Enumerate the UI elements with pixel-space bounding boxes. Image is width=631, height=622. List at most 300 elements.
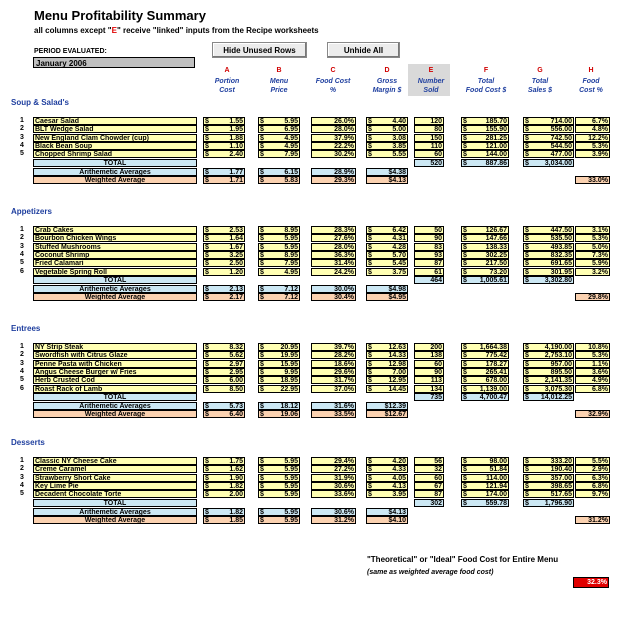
currency-symbol: $	[260, 151, 264, 159]
number-sold-input[interactable]: 113	[414, 376, 444, 384]
portion-cost[interactable]	[203, 465, 245, 473]
number-sold-input[interactable]: 83	[414, 243, 444, 251]
total-sales-value: 832.35	[550, 251, 572, 259]
portion-cost[interactable]	[203, 268, 245, 276]
portion-cost-value: 1.95	[229, 126, 243, 134]
gross-margin-value: 4.05	[392, 474, 406, 482]
total-number-sold: 735	[414, 393, 444, 401]
weighted-gross-margin: $4.95	[366, 293, 408, 301]
currency-symbol: $	[205, 294, 209, 302]
menu-price-value: 5.95	[284, 474, 298, 482]
menu-item-name[interactable]: Strawberry Short Cake	[33, 474, 197, 482]
total-food-cost-value: 1,664.38	[479, 344, 507, 351]
portion-cost[interactable]	[203, 490, 245, 498]
food-cost-contribution: 6.8%	[575, 482, 610, 490]
subtitle-part: " receive "linked" inputs from the Recipe worksheets	[116, 26, 319, 35]
menu-item-name[interactable]: Penne Pasta with Chicken	[33, 360, 197, 368]
gross-margin-value: 12.98	[388, 360, 406, 368]
currency-symbol: $	[368, 227, 372, 234]
total-sales-value: 301.95	[550, 268, 572, 276]
number-sold-input[interactable]: 93	[414, 251, 444, 259]
currency-symbol: $	[463, 134, 467, 142]
arithmetic-averages-label: Arithemetic Averages	[33, 402, 197, 410]
weighted-portion-cost	[203, 516, 245, 524]
column-header-f	[460, 77, 512, 95]
column-letter-b: B	[276, 67, 282, 74]
avg-portion-cost-value: 2.13	[229, 286, 243, 294]
column-header-e	[405, 77, 457, 95]
gross-margin	[366, 351, 408, 359]
currency-symbol: $	[368, 474, 372, 482]
total-food-cost-value: 302.25	[485, 251, 507, 259]
number-sold-input[interactable]: 61	[414, 268, 444, 276]
menu-item-name[interactable]: Vegetable Spring Roll	[33, 268, 197, 276]
portion-cost[interactable]	[203, 251, 245, 259]
gross-margin-value: 14.33	[388, 352, 406, 360]
weighted-menu-price-value: 5.83	[284, 177, 298, 185]
portion-cost-value: 2.40	[229, 151, 243, 159]
portion-cost[interactable]	[203, 234, 245, 242]
arithmetic-averages-label: Arithemetic Averages	[33, 508, 197, 516]
total-sales-value: 493.85	[550, 243, 572, 251]
total-food-cost-value: 126.67	[485, 227, 507, 234]
currency-symbol: $	[525, 268, 529, 276]
total-sales-sum-value: 14,012.25	[540, 393, 572, 401]
menu-item-name[interactable]: Bourbon Chicken Wings	[33, 234, 197, 242]
gross-margin	[366, 226, 408, 234]
portion-cost[interactable]	[203, 376, 245, 384]
menu-price[interactable]	[258, 490, 300, 498]
food-cost-pct: 28.0%	[311, 125, 356, 133]
menu-price[interactable]	[258, 234, 300, 242]
currency-symbol: $	[260, 491, 264, 499]
total-sales	[523, 385, 574, 393]
portion-cost[interactable]	[203, 385, 245, 393]
total-sales-sum	[523, 393, 574, 401]
total-sales	[523, 125, 574, 133]
portion-cost[interactable]	[203, 368, 245, 376]
column-header-line: Food	[582, 78, 600, 85]
currency-symbol: $	[525, 142, 529, 150]
unhide-all-button[interactable]: Unhide All	[327, 42, 400, 58]
menu-item-name[interactable]: Black Bean Soup	[33, 142, 197, 150]
food-cost-contribution: 1.1%	[575, 360, 610, 368]
number-sold-input[interactable]: 60	[414, 474, 444, 482]
food-cost-contribution: 7.3%	[575, 251, 610, 259]
menu-item-name[interactable]: Decadent Chocolate Torte	[33, 490, 197, 498]
period-label: PERIOD EVALUATED:	[34, 48, 107, 55]
weighted-portion-cost-value: 1.85	[229, 517, 243, 525]
food-cost-pct: 27.2%	[311, 465, 356, 473]
column-header-line: Total	[531, 78, 549, 85]
menu-price[interactable]	[258, 368, 300, 376]
gross-margin	[366, 376, 408, 384]
currency-symbol: $	[463, 227, 467, 234]
portion-cost[interactable]	[203, 226, 245, 234]
number-sold-input[interactable]: 90	[414, 234, 444, 242]
number-sold-input[interactable]: 60	[414, 150, 444, 158]
row-number: 3	[20, 359, 24, 367]
menu-item-name[interactable]: Creme Caramel	[33, 465, 197, 473]
total-sales	[523, 226, 574, 234]
food-cost-pct: 22.2%	[311, 142, 356, 150]
total-food-cost	[461, 490, 509, 498]
portion-cost[interactable]	[203, 457, 245, 465]
portion-cost[interactable]	[203, 134, 245, 142]
total-sales-sum	[523, 276, 574, 284]
menu-price-value: 5.95	[284, 491, 298, 499]
total-number-sold: 520	[414, 159, 444, 167]
currency-symbol: $	[368, 134, 372, 142]
avg-food-cost-pct: 28.9%	[311, 168, 356, 176]
menu-price-value: 19.95	[280, 352, 298, 360]
number-sold-input[interactable]: 60	[414, 360, 444, 368]
currency-symbol: $	[205, 352, 209, 360]
total-food-cost	[461, 351, 509, 359]
currency-symbol: $	[260, 352, 264, 360]
number-sold-input[interactable]: 150	[414, 134, 444, 142]
total-food-cost-value: 51.84	[489, 466, 507, 474]
menu-price-value: 20.95	[280, 344, 298, 351]
total-label: TOTAL	[33, 499, 197, 507]
food-cost-contribution: 5.3%	[575, 142, 610, 150]
currency-symbol: $	[463, 243, 467, 251]
currency-symbol: $	[368, 235, 372, 243]
food-cost-pct: 31.7%	[311, 376, 356, 384]
currency-symbol: $	[463, 491, 467, 499]
weighted-portion-cost	[203, 410, 245, 418]
portion-cost[interactable]	[203, 142, 245, 150]
menu-price[interactable]	[258, 134, 300, 142]
total-sales-value: 535.50	[550, 235, 572, 243]
menu-item-name[interactable]: Caesar Salad	[33, 117, 197, 125]
currency-symbol: $	[260, 260, 264, 268]
menu-price[interactable]	[258, 259, 300, 267]
total-label: TOTAL	[33, 276, 197, 284]
currency-symbol: $	[205, 235, 209, 243]
weighted-menu-price	[258, 516, 300, 524]
row-number: 1	[20, 343, 24, 350]
avg-portion-cost	[203, 508, 245, 516]
total-sales-value: 895.50	[550, 368, 572, 376]
currency-symbol: $	[463, 276, 467, 284]
menu-item-name[interactable]: Swordfish with Citrus Glaze	[33, 351, 197, 359]
column-header-line: %	[329, 87, 337, 94]
hide-unused-rows-button[interactable]: Hide Unused Rows	[212, 42, 307, 58]
menu-price[interactable]	[258, 226, 300, 234]
number-sold-input[interactable]: 87	[414, 259, 444, 267]
menu-price[interactable]	[258, 376, 300, 384]
gross-margin	[366, 251, 408, 259]
row-number: 5	[20, 490, 24, 498]
total-sales-sum-value: 3,302.80	[544, 276, 572, 284]
weighted-gross-margin: $4.13	[366, 176, 408, 184]
currency-symbol: $	[205, 177, 209, 185]
gross-margin	[366, 490, 408, 498]
total-label: TOTAL	[33, 159, 197, 167]
column-header-c	[307, 77, 359, 95]
column-letter-c: C	[330, 67, 336, 74]
currency-symbol: $	[463, 474, 467, 482]
total-food-cost	[461, 376, 509, 384]
menu-price[interactable]	[258, 360, 300, 368]
total-number-sold: 302	[414, 499, 444, 507]
menu-price[interactable]	[258, 142, 300, 150]
portion-cost[interactable]	[203, 360, 245, 368]
weighted-average-label: Weighted Average	[33, 293, 197, 301]
gross-margin-value: 3.85	[392, 142, 406, 150]
currency-symbol: $	[368, 458, 372, 465]
menu-item-name[interactable]: Classic NY Cheese Cake	[33, 457, 197, 465]
portion-cost[interactable]	[203, 259, 245, 267]
gross-margin	[366, 457, 408, 465]
column-header-line: Margin $	[372, 87, 402, 94]
food-cost-pct: 28.3%	[311, 226, 356, 234]
currency-symbol: $	[205, 260, 209, 268]
gross-margin-value: 4.28	[392, 243, 406, 251]
subtitle-highlight: E	[111, 26, 117, 35]
page-subtitle	[34, 26, 319, 35]
total-sales-value: 517.65	[550, 491, 572, 499]
column-header-h	[565, 77, 617, 95]
avg-gross-margin: $4.13	[366, 508, 408, 516]
menu-price[interactable]	[258, 268, 300, 276]
total-sales-value: 556.00	[550, 126, 572, 134]
column-letter-g: G	[537, 67, 543, 74]
number-sold-input[interactable]: 80	[414, 125, 444, 133]
menu-price[interactable]	[258, 343, 300, 351]
currency-symbol: $	[525, 118, 529, 125]
menu-price[interactable]	[258, 125, 300, 133]
currency-symbol: $	[260, 168, 264, 176]
food-cost-pct: 29.4%	[311, 457, 356, 465]
column-header-line: Food Cost	[315, 78, 351, 85]
number-sold-input[interactable]: 50	[414, 226, 444, 234]
number-sold-input[interactable]: 56	[414, 457, 444, 465]
avg-menu-price-value: 18.12	[280, 403, 298, 411]
food-cost-contribution: 6.7%	[575, 117, 610, 125]
menu-item-name[interactable]: BLT Wedge Salad	[33, 125, 197, 133]
portion-cost-value: 1.10	[229, 142, 243, 150]
avg-menu-price	[258, 168, 300, 176]
food-cost-pct: 31.9%	[311, 474, 356, 482]
currency-symbol: $	[368, 377, 372, 385]
currency-symbol: $	[463, 458, 467, 465]
section-title: Appetizers	[11, 207, 52, 216]
subtitle-part: all columns except "	[34, 26, 112, 35]
weighted-menu-price	[258, 176, 300, 184]
currency-symbol: $	[525, 126, 529, 134]
currency-symbol: $	[260, 251, 264, 259]
number-sold-input[interactable]: 67	[414, 482, 444, 490]
gross-margin	[366, 482, 408, 490]
currency-symbol: $	[525, 377, 529, 385]
gross-margin	[366, 234, 408, 242]
total-sales	[523, 259, 574, 267]
currency-symbol: $	[260, 360, 264, 368]
total-food-cost-value: 144.00	[485, 151, 507, 159]
menu-price[interactable]	[258, 482, 300, 490]
number-sold-input[interactable]: 120	[414, 117, 444, 125]
total-food-cost-value: 121.94	[485, 482, 507, 490]
portion-cost[interactable]	[203, 125, 245, 133]
portion-cost[interactable]	[203, 117, 245, 125]
page-title: Menu Profitability Summary	[34, 8, 206, 23]
menu-item-name[interactable]: Chopped Shrimp Salad	[33, 150, 197, 158]
portion-cost-value: 2.00	[229, 491, 243, 499]
avg-gross-margin: $4.98	[366, 285, 408, 293]
total-food-cost-value: 121.00	[485, 142, 507, 150]
food-cost-contribution: 3.6%	[575, 368, 610, 376]
row-number: 5	[20, 259, 24, 267]
column-letter-a: A	[224, 67, 230, 74]
currency-symbol: $	[205, 385, 209, 393]
gross-margin-value: 6.42	[392, 227, 406, 234]
number-sold-input[interactable]: 90	[414, 368, 444, 376]
total-food-cost-value: 265.41	[485, 368, 507, 376]
gross-margin-value: 4.40	[392, 118, 406, 125]
menu-item-name[interactable]: Angus Cheese Burger w/ Fries	[33, 368, 197, 376]
total-sales	[523, 150, 574, 158]
menu-price[interactable]	[258, 243, 300, 251]
column-header-line: Number	[417, 78, 445, 85]
currency-symbol: $	[205, 458, 209, 465]
menu-price[interactable]	[258, 457, 300, 465]
total-food-cost-value: 178.27	[485, 360, 507, 368]
portion-cost-value: 1.82	[229, 482, 243, 490]
portion-cost[interactable]	[203, 343, 245, 351]
currency-symbol: $	[525, 352, 529, 360]
currency-symbol: $	[368, 268, 372, 276]
food-cost-pct: 31.4%	[311, 259, 356, 267]
currency-symbol: $	[463, 482, 467, 490]
menu-item-name[interactable]: NY Strip Steak	[33, 343, 197, 351]
portion-cost-value: 1.62	[229, 466, 243, 474]
food-cost-contribution: 5.3%	[575, 351, 610, 359]
portion-cost[interactable]	[203, 474, 245, 482]
food-cost-pct: 28.2%	[311, 351, 356, 359]
column-header-line: Cost	[219, 87, 235, 94]
row-number: 2	[20, 125, 24, 133]
weighted-menu-price-value: 5.95	[284, 517, 298, 525]
menu-item-name[interactable]: Crab Cakes	[33, 226, 197, 234]
gross-margin-value: 3.95	[392, 491, 406, 499]
currency-symbol: $	[368, 482, 372, 490]
gross-margin	[366, 474, 408, 482]
number-sold-input[interactable]: 110	[414, 142, 444, 150]
total-sales-value: 691.65	[550, 260, 572, 268]
total-food-cost-value: 98.00	[489, 458, 507, 465]
gross-margin-value: 4.20	[392, 458, 406, 465]
menu-price[interactable]	[258, 385, 300, 393]
number-sold-input[interactable]: 138	[414, 351, 444, 359]
gross-margin	[366, 385, 408, 393]
menu-price[interactable]	[258, 251, 300, 259]
gross-margin-value: 5.45	[392, 260, 406, 268]
menu-item-name[interactable]: Coconut Shrimp	[33, 251, 197, 259]
gross-margin-value: 12.95	[388, 377, 406, 385]
menu-price-value: 5.95	[284, 243, 298, 251]
food-cost-contribution: 4.9%	[575, 376, 610, 384]
gross-margin-value: 3.75	[392, 268, 406, 276]
number-sold-input[interactable]: 87	[414, 490, 444, 498]
avg-portion-cost	[203, 168, 245, 176]
total-sales-value: 544.50	[550, 142, 572, 150]
period-input[interactable]: January 2006	[33, 57, 195, 68]
currency-symbol: $	[260, 403, 264, 411]
menu-price-value: 8.95	[284, 251, 298, 259]
portion-cost[interactable]	[203, 150, 245, 158]
food-cost-contribution: 3.1%	[575, 226, 610, 234]
total-food-cost	[461, 268, 509, 276]
portion-cost[interactable]	[203, 351, 245, 359]
row-number: 1	[20, 457, 24, 464]
menu-item-name[interactable]: Herb Crusted Cod	[33, 376, 197, 384]
menu-item-name[interactable]: Key Lime Pie	[33, 482, 197, 490]
menu-item-name[interactable]: Fried Calamari	[33, 259, 197, 267]
total-food-cost-sum	[461, 393, 509, 401]
currency-symbol: $	[463, 126, 467, 134]
currency-symbol: $	[368, 126, 372, 134]
food-cost-pct: 29.6%	[311, 368, 356, 376]
total-sales	[523, 368, 574, 376]
total-sales	[523, 134, 574, 142]
number-sold-input[interactable]: 200	[414, 343, 444, 351]
total-sales	[523, 117, 574, 125]
total-food-cost-sum-value: 1,005.61	[479, 276, 507, 284]
food-cost-contribution: 3.2%	[575, 268, 610, 276]
row-number: 6	[20, 384, 24, 392]
weighted-food-cost-pct: 30.4%	[311, 293, 356, 301]
total-sales	[523, 376, 574, 384]
menu-price[interactable]	[258, 150, 300, 158]
total-food-cost	[461, 474, 509, 482]
currency-symbol: $	[260, 517, 264, 525]
column-letter-h: H	[588, 67, 594, 74]
total-sales-value: 742.50	[550, 134, 572, 142]
column-letter-d: D	[384, 67, 390, 74]
number-sold-input[interactable]: 134	[414, 385, 444, 393]
total-sales-value: 957.00	[550, 360, 572, 368]
menu-item-name[interactable]: Stuffed Mushrooms	[33, 243, 197, 251]
number-sold-input[interactable]: 32	[414, 465, 444, 473]
currency-symbol: $	[463, 251, 467, 259]
portion-cost[interactable]	[203, 243, 245, 251]
gross-margin-value: 5.70	[392, 251, 406, 259]
portion-cost[interactable]	[203, 482, 245, 490]
gross-margin	[366, 465, 408, 473]
footer-note: "Theoretical" or "Ideal" Food Cost for Entire Menu	[367, 555, 559, 564]
food-cost-pct: 24.2%	[311, 268, 356, 276]
menu-item-name[interactable]: New England Clam Chowder (cup)	[33, 134, 197, 142]
currency-symbol: $	[260, 474, 264, 482]
menu-item-name[interactable]: Roast Rack of Lamb	[33, 385, 197, 393]
currency-symbol: $	[205, 466, 209, 474]
total-sales-value: 333.20	[550, 458, 572, 465]
menu-price[interactable]	[258, 465, 300, 473]
menu-price[interactable]	[258, 117, 300, 125]
food-cost-pct: 36.3%	[311, 251, 356, 259]
menu-price[interactable]	[258, 351, 300, 359]
weighted-portion-cost	[203, 293, 245, 301]
currency-symbol: $	[205, 168, 209, 176]
currency-symbol: $	[463, 151, 467, 159]
total-sales-sum-value: 3,034.00	[544, 159, 572, 167]
currency-symbol: $	[260, 243, 264, 251]
currency-symbol: $	[205, 243, 209, 251]
menu-price[interactable]	[258, 474, 300, 482]
menu-price-value: 7.95	[284, 260, 298, 268]
